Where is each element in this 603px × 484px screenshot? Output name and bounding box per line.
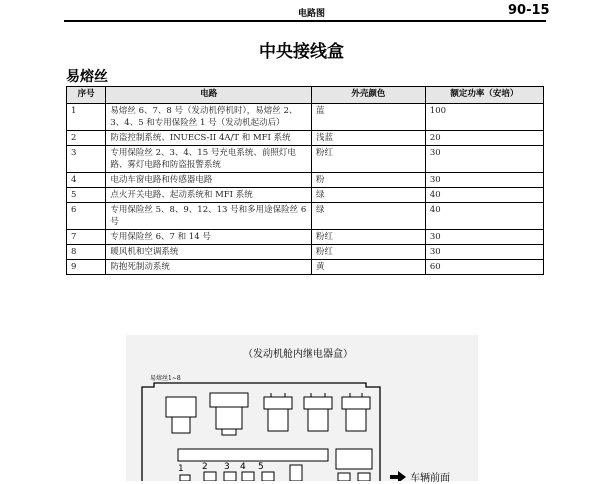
fuse-table	[66, 86, 544, 275]
cell-no: 5	[67, 188, 106, 203]
cell-no: 2	[67, 131, 106, 146]
bus-bar	[178, 449, 328, 461]
cell-color: 绿	[312, 203, 426, 230]
cell-color: 绿	[312, 188, 426, 203]
cell-color: 浅蓝	[312, 131, 426, 146]
fuse-number-3: 3	[224, 462, 230, 472]
fusible-link-2	[210, 393, 248, 435]
fuse-slot	[338, 473, 350, 481]
table-header-row	[67, 87, 544, 104]
cell-no: 3	[67, 146, 106, 173]
cell-circuit: 电动车窗电路和传感器电路	[106, 173, 312, 188]
table-row	[67, 104, 544, 131]
cell-rating: 40	[425, 188, 543, 203]
cell-no: 7	[67, 230, 106, 245]
cell-rating: 40	[425, 203, 543, 230]
table-row	[67, 146, 544, 173]
cell-circuit: 专用保险丝 6、7 和 14 号	[106, 230, 312, 245]
page-title: 中央接线盒	[259, 42, 344, 62]
cell-rating: 30	[425, 146, 543, 173]
cell-rating: 100	[425, 104, 543, 131]
fuse-slot	[204, 472, 216, 481]
cell-color: 粉红	[312, 146, 426, 173]
fusible-link-4	[304, 393, 332, 431]
header-rule	[64, 20, 546, 22]
cell-no: 9	[67, 260, 106, 275]
fuse-slot	[358, 473, 370, 481]
cell-rating: 30	[425, 173, 543, 188]
cell-color: 粉红	[312, 230, 426, 245]
vehicle-front-label: 车辆前面	[410, 473, 450, 484]
col-header-rating: 额定功率（安培）	[425, 87, 543, 104]
cell-no: 8	[67, 245, 106, 260]
cell-color: 黄	[312, 260, 426, 275]
cell-circuit: 专用保险丝 2、3、4、15 号充电系统、前照灯电路、雾灯电路和防盗报警系统	[106, 146, 312, 173]
cell-rating: 20	[425, 131, 543, 146]
col-header-circuit: 电路	[106, 87, 312, 104]
cell-no: 1	[67, 104, 106, 131]
table-row	[67, 131, 544, 146]
cell-color: 粉	[312, 173, 426, 188]
table-row	[67, 173, 544, 188]
table-row	[67, 203, 544, 230]
cell-circuit: 防抱死制动系统	[106, 260, 312, 275]
fuse-slot	[180, 475, 190, 481]
fuse-number-4: 4	[240, 462, 246, 472]
section-title: 易熔丝	[66, 69, 108, 85]
diagram-caption: （发动机舱内继电器盒）	[243, 349, 353, 360]
cell-color: 粉红	[312, 245, 426, 260]
fuse-slot	[262, 472, 274, 481]
fusible-link-label: 易熔丝1~8	[150, 375, 181, 382]
col-header-no: 序号	[67, 87, 106, 104]
table-row	[67, 230, 544, 245]
cell-rating: 60	[425, 260, 543, 275]
cell-rating: 30	[425, 245, 543, 260]
fusible-link-3	[264, 393, 292, 431]
header-section: 电路图	[298, 9, 326, 19]
fuse-number-5: 5	[258, 462, 264, 472]
col-header-color: 外壳颜色	[312, 87, 426, 104]
cell-circuit: 点火开关电路、起动系统和 MFI 系统	[106, 188, 312, 203]
cell-no: 4	[67, 173, 106, 188]
table-row	[67, 260, 544, 275]
relay-block	[336, 449, 372, 469]
fusible-link-1	[166, 397, 196, 433]
fuse-number-1: 1	[178, 464, 184, 474]
cell-color: 蓝	[312, 104, 426, 131]
cell-circuit: 暖风机和空调系统	[106, 245, 312, 260]
cell-no: 6	[67, 203, 106, 230]
cell-rating: 30	[425, 230, 543, 245]
cell-circuit: 专用保险丝 5、8、9、12、13 号和多用途保险丝 6 号	[106, 203, 312, 230]
fusible-link-5	[342, 393, 370, 431]
page-number: 90-15	[508, 3, 550, 18]
cell-circuit: 防盗控制系统、INUECS-II 4A/T 和 MFI 系统	[106, 131, 312, 146]
fuse-number-2: 2	[202, 462, 208, 472]
fuse-slot	[290, 465, 302, 481]
table-row	[67, 188, 544, 203]
cell-circuit: 易熔丝 6、7、8 号（发动机停机时），易熔丝 2、3、4、5 和专用保险丝 1 号（发动机起动后）	[106, 104, 312, 131]
fuse-slot	[224, 472, 236, 481]
fuse-slot	[242, 472, 254, 481]
table-row	[67, 245, 544, 260]
front-arrow-icon	[390, 471, 406, 481]
